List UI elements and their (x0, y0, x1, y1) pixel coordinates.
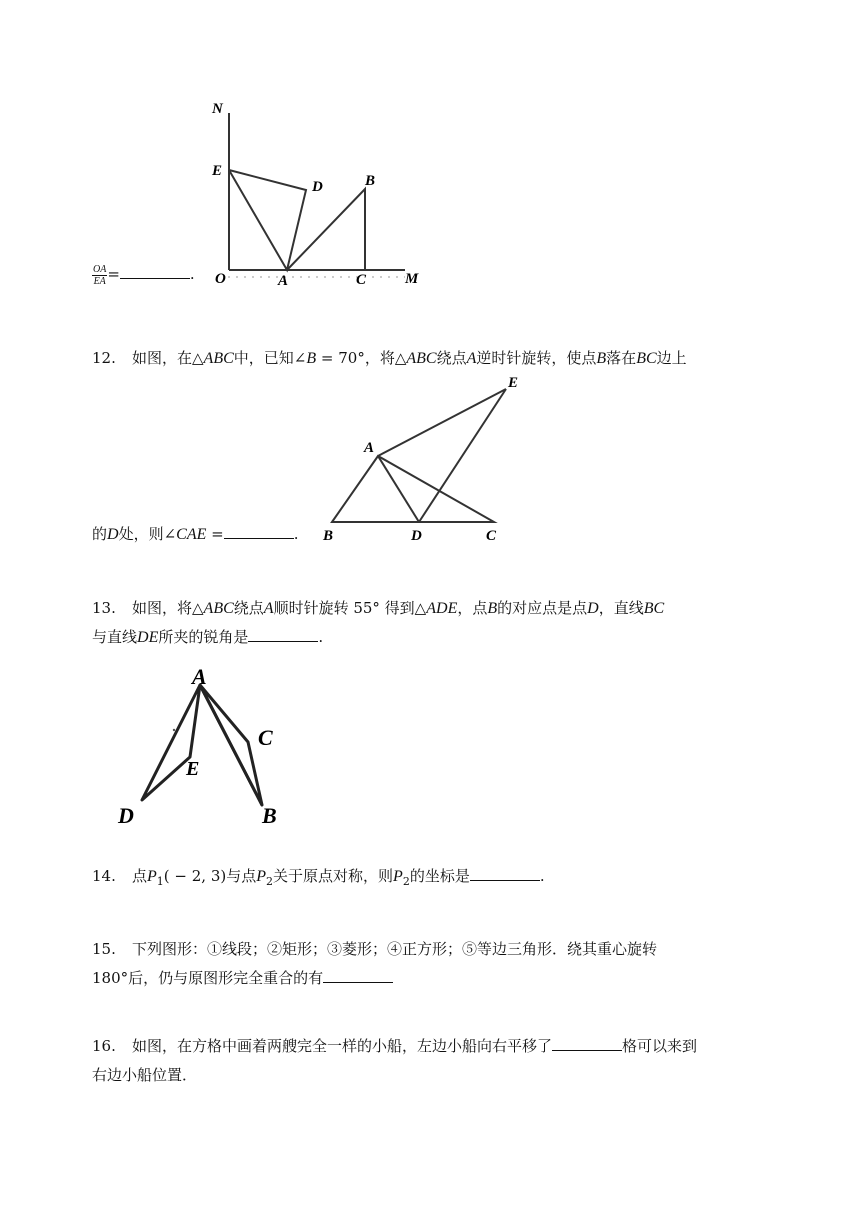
q12-label-e: E (508, 375, 519, 391)
q12-line1 (92, 347, 687, 370)
q11-answer-line (92, 263, 195, 287)
q11-label-n: N (212, 101, 223, 117)
q14-t4: 的坐标是 (409, 867, 470, 885)
q13-end: . (318, 628, 324, 646)
q12-label-a: A (364, 440, 375, 456)
q13-label-d: D (118, 803, 134, 828)
q12-label-c: C (486, 528, 497, 544)
q14-p3: P (393, 868, 403, 885)
q15-blank[interactable] (323, 968, 393, 983)
q14-end: . (539, 867, 545, 885)
q13-t7: 与直线 (92, 628, 138, 646)
q15-t1: 下列图形：①线段；②矩形；③菱形；④正方形；⑤等边三角形．绕其重心旋转 (132, 940, 658, 958)
q16-line2 (92, 1064, 197, 1086)
q12-t8: 的 (92, 525, 108, 543)
q12-t2: 中，已知∠ (233, 349, 307, 367)
q15-number: 15. (92, 940, 116, 958)
q12-abc2: ABC (406, 350, 437, 367)
q16-blank[interactable] (552, 1036, 622, 1051)
q12-pt-a: A (466, 350, 477, 367)
q11-frac-num: OA (93, 263, 107, 275)
q12-t9: 处，则∠ (118, 525, 177, 543)
q14-t2: ( − 2, 3)与点 (163, 867, 257, 885)
q13-number: 13. (92, 599, 116, 617)
q14-number: 14. (92, 867, 116, 885)
q13-t1: 如图，将△ (132, 599, 204, 617)
q12-t7: 边上 (656, 349, 687, 367)
q11-end: . (189, 265, 195, 283)
q14-line (92, 865, 545, 893)
q12-abc: ABC (203, 350, 234, 367)
q12-t6: 落在 (606, 349, 637, 367)
q13-t5: 的对应点是点 (497, 599, 588, 617)
q13-t4: ，点 (457, 599, 488, 617)
q13-blank[interactable] (248, 627, 318, 642)
q14-t3: 关于原点对称，则 (273, 867, 394, 885)
q13-de: DE (137, 629, 159, 646)
q16-number: 16. (92, 1037, 116, 1055)
q12-t1: 如图，在△ (132, 349, 204, 367)
q12-label-b: B (323, 528, 334, 544)
q13-figure (110, 660, 310, 835)
q12-end: . (293, 525, 299, 543)
q12-blank[interactable] (224, 524, 294, 539)
q13-label-a: A (192, 664, 207, 689)
q12-cae: CAE (176, 526, 207, 543)
q13-pt-a: A (263, 600, 274, 617)
q13-abc: ABC (203, 600, 234, 617)
q11-frac-den: EA (93, 275, 106, 287)
q14-sub3: 2 (402, 875, 410, 888)
q13-label-e: E (186, 758, 200, 780)
q14-blank[interactable] (470, 866, 540, 881)
q12-pt-b: B (596, 350, 607, 367)
q13-t2: 绕点 (233, 599, 264, 617)
q13-label-c: C (258, 725, 273, 750)
q16-t3: 右边小船位置． (92, 1066, 198, 1084)
q12-bc: BC (636, 350, 657, 367)
q15-line1 (92, 938, 657, 960)
q12-angle-b: B (306, 350, 317, 367)
q12-t3: = 70°，将△ (316, 349, 407, 367)
q11-label-e: E (212, 163, 223, 179)
q13-label-b: B (262, 803, 277, 828)
q11-label-m: M (405, 271, 419, 287)
q13-pt-d: D (587, 600, 599, 617)
q15-t2: 180°后，仍与原图形完全重合的有 (92, 969, 324, 987)
q11-label-b: B (365, 173, 376, 189)
q16-line1 (92, 1035, 697, 1057)
q13-t3: 顺时针旋转 55° 得到△ (273, 599, 427, 617)
q14-t1: 点 (132, 867, 148, 885)
q12-t10: = (206, 525, 224, 543)
q14-p1: P (147, 868, 157, 885)
q14-p2: P (256, 868, 267, 885)
q12-t4: 绕点 (436, 349, 467, 367)
q12-figure (318, 370, 528, 550)
q11-figure (200, 95, 440, 295)
q14-sub2: 2 (266, 875, 274, 888)
q11-eq: = (107, 265, 120, 283)
q11-label-a: A (278, 273, 289, 289)
q15-line2 (92, 967, 393, 989)
q13-pt-b: B (487, 600, 498, 617)
q16-t1: 如图，在方格中画着两艘完全一样的小船，左边小船向右平移了 (132, 1037, 553, 1055)
q12-label-d: D (411, 528, 422, 544)
q13-bc: BC (643, 600, 665, 617)
q12-t5: 逆时针旋转，使点 (476, 349, 597, 367)
q16-t2: 格可以来到 (622, 1037, 698, 1055)
q14-sub1: 1 (156, 875, 164, 888)
q12-line2 (92, 523, 299, 546)
q11-fraction (92, 264, 107, 287)
q12-pt-d: D (107, 526, 119, 543)
q11-label-d: D (312, 179, 323, 195)
q13-line1 (92, 597, 664, 620)
q11-label-o: O (215, 271, 226, 287)
q13-t8: 所夹的锐角是 (158, 628, 249, 646)
q13-t6: ，直线 (598, 599, 644, 617)
q13-ade: ADE (426, 600, 458, 617)
q12-number: 12. (92, 349, 116, 367)
q11-blank[interactable] (120, 264, 190, 279)
q13-line2 (92, 626, 323, 649)
q11-label-c: C (356, 272, 367, 288)
